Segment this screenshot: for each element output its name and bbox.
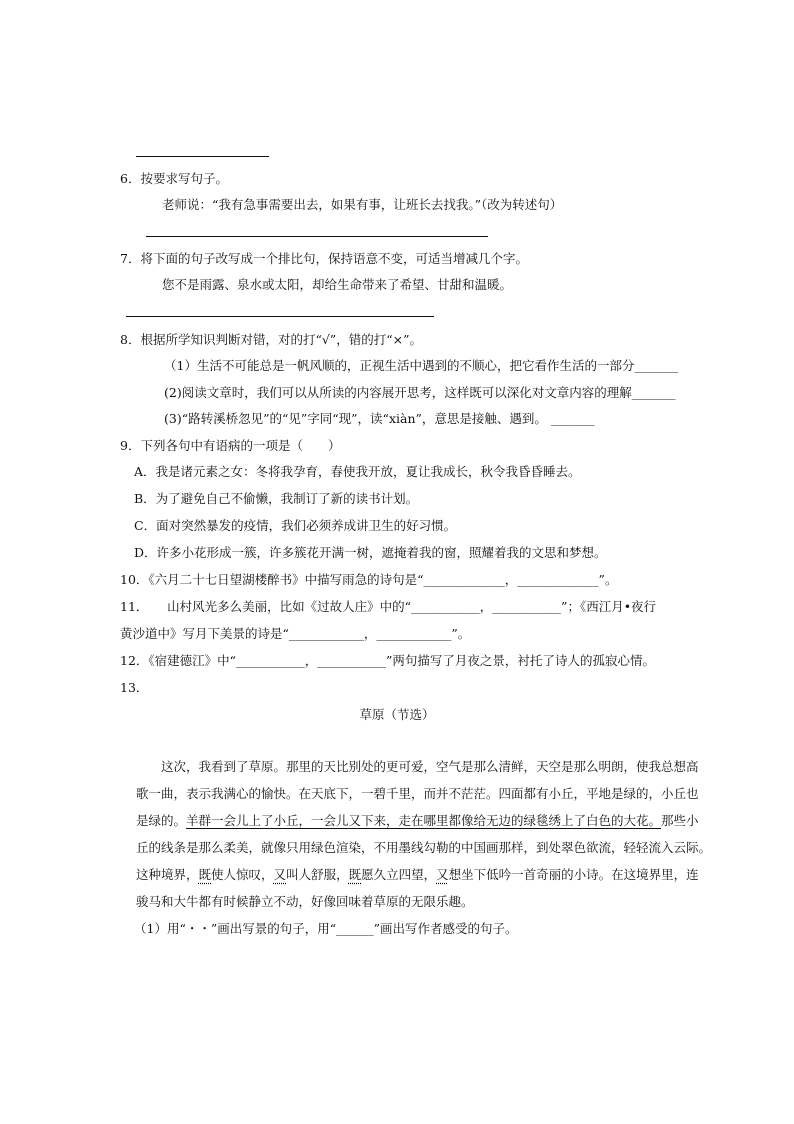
passage-line: 丘的线条是那么柔美，就像只用绿色渲染，不用墨线勾勒的中国画那样，到处翠色欲流，轻轻流入云际。 <box>136 840 712 855</box>
q6-sentence: 老师说：“我有急事需要出去，如果有事，让班长去找我。”（改为转述句） <box>162 197 563 212</box>
q8-prompt: 8．根据所学知识判断对错，对的打“√”，错的打“×”。 <box>120 332 422 347</box>
q10-text[interactable]: 10．《六月二十七日望湖楼醉书》中描写雨急的诗句是“_____________，_____________”。 <box>120 572 618 587</box>
passage-text: 叫人舒服， <box>286 867 349 882</box>
q9-prompt: 9．下列各句中有语病的一项是（ ） <box>120 438 341 453</box>
q12-text[interactable]: 12．《宿建德江》中“___________，___________”两句描写了月夜之景，衬托了诗人的孤寂心情。 <box>120 653 655 668</box>
passage-title: 草原（节选） <box>359 707 435 722</box>
marked-word: 又 <box>273 867 287 882</box>
q7-sentence: 您不是雨露、泉水或太阳，却给生命带来了希望、甘甜和温暖。 <box>162 277 513 292</box>
q13-subquestion[interactable]: （1）用“・・”画出写景的句子，用“______”画出写作者感受的句子。 <box>134 921 518 936</box>
q8-item[interactable]: (3)“路转溪桥忽见”的“见”字同“现”，读“xiàn”，意思是接触、遇到。 _______ <box>164 411 595 426</box>
passage-text: 是绿的。 <box>136 813 187 828</box>
passage-line: 骏马和大牛都有时候静立不动，好像回味着草原的无限乐趣。 <box>136 894 474 909</box>
q6-prompt: 6．按要求写句子。 <box>120 171 228 186</box>
q13-number: 13． <box>120 680 149 695</box>
passage-line: 这次，我看到了草原。那里的天比别处的更可爱，空气是那么清鲜，天空是那么明朗，使我总想高 <box>136 759 699 774</box>
q8-item[interactable]: （1）生活不可能总是一帆风顺的，正视生活中遇到的不顺心，把它看作生活的一部分_______ <box>164 358 679 373</box>
q11-line1[interactable]: 11． 山村风光多么美丽，比如《过故人庄》中的“___________，___________”；《西江月•夜行 <box>120 599 657 614</box>
q7-prompt: 7．将下面的句子改写成一个排比句，保持语意不变，可适当增减几个字。 <box>120 251 528 266</box>
q9-option[interactable]: A．我是诸元素之女：冬将我孕育，春使我开放，夏让我成长，秋令我昏昏睡去。 <box>134 464 581 479</box>
passage-text: 想坐下低吟一首奇丽的小诗。在这境界里，连 <box>448 867 699 882</box>
passage-text: 这种境界， <box>136 867 199 882</box>
answer-line-q6[interactable] <box>146 236 488 237</box>
passage-text: 愿久立四望， <box>361 867 437 882</box>
passage-text: 那些小 <box>661 813 699 828</box>
passage-line <box>136 866 699 884</box>
marked-word: 既 <box>198 867 212 882</box>
underlined-scenery-sentence: 羊群一会儿上了小丘，一会儿又下来，走在哪里都像给无边的绿毯绣上了白色的大花。 <box>186 813 662 828</box>
marked-word: 既 <box>348 867 362 882</box>
passage-line <box>136 812 699 830</box>
q9-option[interactable]: B．为了避免自己不偷懒，我制订了新的读书计划。 <box>134 491 419 506</box>
passage-text: 使人惊叹， <box>211 867 274 882</box>
q8-item[interactable]: (2)阅读文章时，我们可以从所读的内容展开思考，这样既可以深化对文章内容的理解_______ <box>164 385 676 400</box>
q11-line2[interactable]: 黄沙道中》写月下美景的诗是“____________，____________”。 <box>120 626 471 641</box>
answer-line-q7[interactable] <box>126 316 434 317</box>
q9-option[interactable]: D．许多小花形成一簇，许多簇花开满一树，遮掩着我的窗，照耀着我的文思和梦想。 <box>134 545 607 560</box>
marked-word: 又 <box>436 867 449 882</box>
passage-line: 歌一曲，表示我满心的愉快。在天底下，一碧千里，而并不茫茫。四面都有小丘，平地是绿的，小丘也 <box>136 786 699 801</box>
q9-option[interactable]: C．面对突然暴发的疫情，我们必须养成讲卫生的好习惯。 <box>134 518 457 533</box>
answer-line-q5[interactable] <box>136 156 269 157</box>
